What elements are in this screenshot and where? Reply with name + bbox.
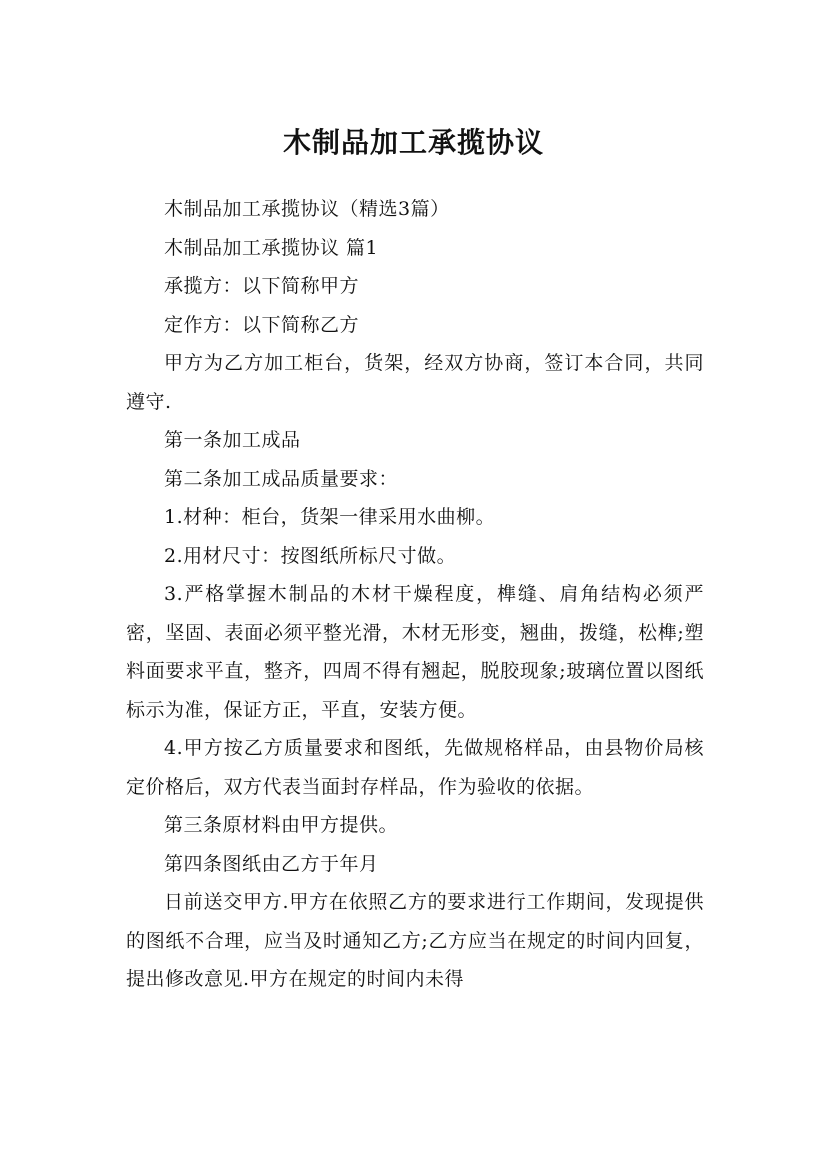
paragraph-article-3: 第三条原材料由甲方提供。 xyxy=(164,814,399,836)
paragraph-article-4-continued: 日前送交甲方.甲方在依照乙方的要求进行工作期间，发现提供的图纸不合理，应当及时通知乙方;乙方应当在规定的时间内回复，提出修改意见.甲方在规定的时间内未得 xyxy=(126,891,704,990)
paragraph-section-heading: 木制品加工承揽协议 篇1 xyxy=(164,236,379,259)
paragraph-preamble: 甲方为乙方加工柜台，货架，经双方协商，签订本合同，共同遵守. xyxy=(126,352,704,413)
paragraph-item-4: 4.甲方按乙方质量要求和图纸，先做规格样品，由县物价局核定价格后，双方代表当面封存样品，作为验收的依据。 xyxy=(126,737,704,798)
paragraph-subtitle: 木制品加工承揽协议（精选3篇） xyxy=(164,198,450,220)
paragraph-article-1: 第一条加工成品 xyxy=(164,429,301,451)
paragraph-client: 定作方：以下简称乙方 xyxy=(164,313,360,336)
paragraph-item-1: 1.材种：柜台，货架一律采用水曲柳。 xyxy=(164,506,496,528)
paragraph-contractor: 承揽方：以下简称甲方 xyxy=(164,275,360,297)
paragraph-item-2: 2.用材尺寸：按图纸所标尺寸做。 xyxy=(164,544,457,567)
document-title: 木制品加工承揽协议 xyxy=(282,125,544,159)
paragraph-item-3: 3.严格掌握木制品的木材干燥程度，榫缝、肩角结构必须严密，坚固、表面必须平整光滑，木材无形变，翘曲，拨缝，松榫;塑料面要求平直，整齐，四周不得有翘起，脱胶现象;玻璃位置以图纸标示为准，保证方正，平直，安装方便。 xyxy=(126,583,704,721)
paragraph-article-4: 第四条图纸由乙方于年月 xyxy=(164,852,379,875)
document-body xyxy=(126,190,704,999)
paragraph-article-2: 第二条加工成品质量要求： xyxy=(164,467,399,490)
